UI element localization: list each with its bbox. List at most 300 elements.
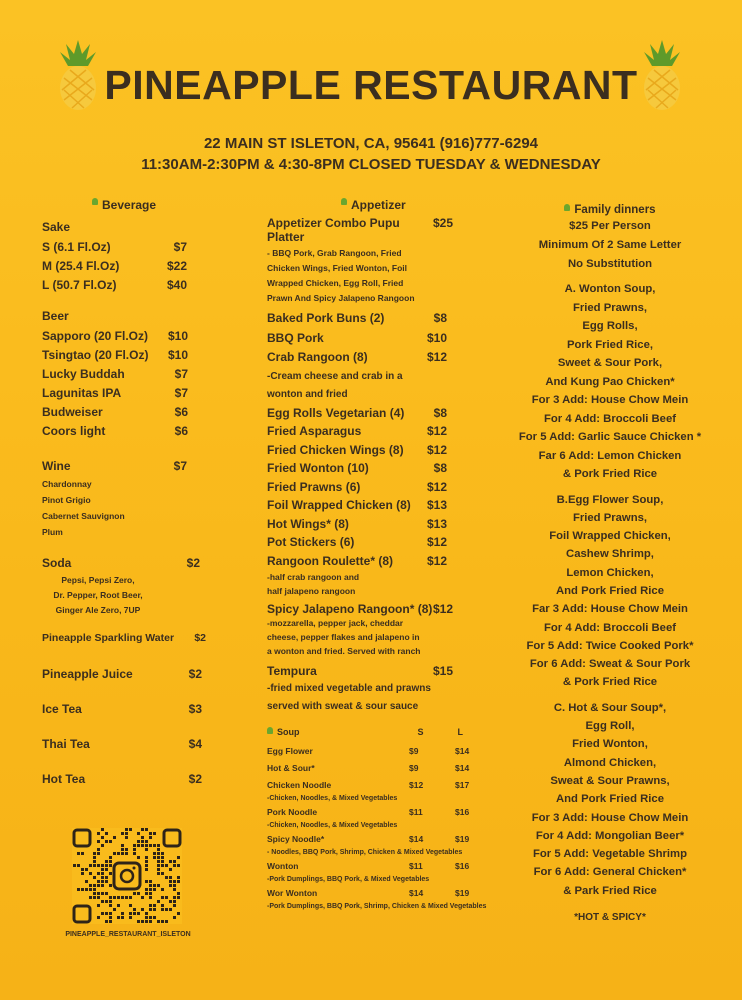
appetizer-item-name: Crab Rangoon (8)	[267, 350, 368, 364]
qr-module	[157, 872, 160, 875]
qr-module	[129, 828, 132, 831]
qr-module	[89, 896, 92, 899]
qr-module	[149, 904, 152, 907]
qr-module	[137, 856, 140, 859]
appetizer-item-price: $12	[426, 535, 447, 549]
qr-module	[145, 828, 148, 831]
appetizer-item-name: Fried Chicken Wings (8)	[267, 442, 404, 457]
leaf-icon	[92, 198, 98, 205]
qr-module	[93, 856, 96, 859]
qr-module	[161, 852, 164, 855]
spicy-description	[267, 616, 453, 658]
family-b-line: Foil Wrapped Chicken,	[549, 530, 671, 543]
qr-module	[153, 908, 156, 911]
beer-item-name: Coors light	[42, 424, 106, 438]
qr-module	[145, 912, 148, 915]
qr-module	[113, 908, 116, 911]
drink-row	[42, 737, 202, 772]
qr-module	[133, 852, 136, 855]
soup-name: Wor Wonton	[267, 888, 318, 898]
qr-module	[101, 836, 104, 839]
qr-module	[101, 872, 104, 875]
qr-module	[105, 912, 108, 915]
family-a-line: For 4 Add: Broccoli Beef	[543, 412, 677, 425]
qr-module	[77, 864, 80, 867]
beverage-column	[42, 198, 212, 807]
qr-module	[161, 864, 164, 867]
spicy-desc-line: cheese, pepper flakes and jalapeno in	[267, 632, 420, 642]
qr-module	[169, 880, 172, 883]
qr-module	[109, 884, 112, 887]
qr-module	[101, 844, 104, 847]
qr-module	[109, 840, 112, 843]
qr-module	[109, 896, 112, 899]
qr-module	[105, 900, 108, 903]
qr-module	[145, 840, 148, 843]
qr-module	[153, 888, 156, 891]
qr-module	[165, 908, 168, 911]
beer-item-price: $6	[174, 424, 188, 438]
qr-module	[137, 920, 140, 923]
sake-item-name: M (25.4 Fl.Oz)	[42, 259, 120, 273]
beer-item-name: Lucky Buddah	[42, 367, 125, 381]
leaf-icon	[267, 727, 273, 734]
qr-module	[137, 840, 140, 843]
size-s-header: S	[417, 727, 424, 737]
family-b-line: For 4 Add: Broccoli Beef	[543, 621, 677, 634]
qr-module	[133, 908, 136, 911]
qr-module	[177, 876, 180, 879]
qr-module	[145, 848, 148, 851]
qr-module	[137, 844, 140, 847]
appetizer-item-name: Rangoon Roulette* (8)	[267, 553, 393, 568]
qr-module	[101, 900, 104, 903]
soup-name: Spicy Noodle*	[267, 834, 325, 844]
leaf-icon	[564, 204, 570, 211]
qr-module	[93, 888, 96, 891]
qr-module	[93, 860, 96, 863]
qr-module	[105, 832, 108, 835]
qr-module	[129, 912, 132, 915]
beverage-heading-label: Beverage	[102, 198, 157, 212]
soup-name: Hot & Sour*	[267, 763, 315, 773]
soup-heading	[267, 727, 300, 737]
soup-prices	[409, 885, 471, 902]
qr-module	[105, 880, 108, 883]
qr-module	[169, 868, 172, 871]
soup-name: Egg Flower	[267, 746, 313, 756]
family-column	[510, 204, 710, 923]
qr-module	[101, 868, 104, 871]
soup-prices	[409, 858, 471, 875]
family-intro-line: $25 Per Person	[569, 220, 651, 232]
qr-module	[125, 832, 128, 835]
qr-module	[121, 832, 124, 835]
soup-price-l: $14	[455, 746, 470, 756]
beer-item-price: $10	[167, 329, 188, 343]
combo-price: $25	[432, 216, 453, 230]
soup-row	[267, 885, 471, 902]
beer-item-row	[42, 422, 188, 441]
crab-desc-line: wonton and fried	[267, 388, 348, 400]
qr-module	[161, 920, 164, 923]
soup-price-s: $11	[409, 861, 423, 871]
drink-row	[42, 772, 202, 807]
qr-module	[129, 916, 132, 919]
instagram-handle: PINEAPPLE_RESTAURANT_ISLETON	[65, 931, 191, 938]
combo-name: Appetizer Combo Pupu Platter	[267, 216, 400, 244]
family-a-line: & Pork Fried Rice	[562, 468, 658, 480]
combo-row	[267, 216, 453, 244]
soda-price: $2	[186, 556, 200, 570]
appetizer-item-price: $12	[426, 479, 447, 494]
qr-module	[133, 892, 136, 895]
qr-module	[153, 844, 156, 847]
drink-price: $2	[194, 632, 206, 644]
family-b-line: Lemon Chicken,	[566, 566, 654, 579]
appetizer-item-name: Fried Wonton (10)	[267, 461, 369, 475]
soda-list	[42, 573, 154, 618]
qr-module	[141, 844, 144, 847]
qr-module	[137, 892, 140, 895]
qr-module	[161, 908, 164, 911]
qr-module	[85, 868, 88, 871]
qr-module	[93, 896, 96, 899]
qr-module	[177, 880, 180, 883]
appetizer-item-row	[267, 404, 447, 423]
soup-prices	[409, 777, 471, 794]
soup-desc: - Noodles, BBQ Pork, Shrimp, Chicken & Mixed Vegetables	[267, 849, 463, 856]
qr-module	[93, 892, 96, 895]
other-drinks-list	[42, 632, 212, 807]
qr-module	[105, 892, 108, 895]
soup-prices	[409, 831, 471, 848]
qr-module	[157, 868, 160, 871]
roulette-desc-line: -half crab rangoon and	[267, 572, 360, 582]
soup-row	[267, 831, 471, 848]
qr-module	[157, 900, 160, 903]
qr-module	[133, 912, 136, 915]
family-b-line: & Pork Fried Rice	[562, 676, 658, 689]
qr-module	[109, 912, 112, 915]
qr-module	[97, 864, 100, 867]
beer-item-price: $7	[174, 386, 188, 400]
appetizer-item-row	[267, 422, 447, 441]
qr-module	[145, 920, 148, 923]
qr-module	[113, 836, 116, 839]
drink-price: $2	[188, 667, 202, 681]
qr-module	[149, 920, 152, 923]
soup-desc: -Chicken, Noodles, & Mixed Vegetables	[267, 822, 398, 829]
qr-module	[161, 904, 164, 907]
qr-module	[141, 828, 144, 831]
qr-module	[81, 888, 84, 891]
size-l-header: L	[457, 727, 463, 737]
qr-module	[169, 908, 172, 911]
qr-module	[169, 884, 172, 887]
family-b-line: Cashew Shrimp,	[566, 548, 654, 561]
family-b-line: And Pork Fried Rice	[556, 584, 664, 597]
qr-module	[101, 884, 104, 887]
qr-module	[145, 868, 148, 871]
qr-module	[93, 852, 96, 855]
beer-item-price: $6	[174, 405, 188, 419]
soup-row	[267, 743, 471, 760]
family-a-line: For 3 Add: House Chow Mein	[531, 394, 689, 406]
family-c-line: For 6 Add: General Chicken*	[533, 866, 687, 879]
soup-list	[267, 743, 487, 912]
qr-module	[145, 916, 148, 919]
qr-module	[81, 852, 84, 855]
appetizer-item-name: BBQ Pork	[267, 330, 324, 345]
tempura-name: Tempura	[267, 664, 317, 678]
sake-item-row	[42, 238, 187, 257]
qr-module	[89, 872, 92, 875]
soup-price-l: $16	[455, 807, 470, 817]
qr-module	[169, 876, 172, 879]
combo-desc-line: Wrapped Chicken, Egg Roll, Fried	[267, 278, 404, 288]
tempura-desc-line: served with sweat & sour sauce	[267, 701, 419, 712]
qr-module	[81, 872, 84, 875]
soup-desc: -Chicken, Noodles, & Mixed Vegetables	[267, 795, 398, 802]
qr-module	[161, 860, 164, 863]
qr-module	[157, 860, 160, 863]
qr-module	[141, 896, 144, 899]
qr-module	[109, 920, 112, 923]
qr-module	[89, 864, 92, 867]
drink-price: $2	[188, 772, 202, 786]
qr-module	[77, 888, 80, 891]
family-c-line: For 3 Add: House Chow Mein	[531, 811, 689, 824]
qr-module	[173, 860, 176, 863]
appetizer-item-price: $12	[426, 442, 447, 457]
qr-module	[133, 848, 136, 851]
qr-module	[105, 876, 108, 879]
sake-item-name: L (50.7 Fl.Oz)	[42, 278, 117, 292]
qr-module	[121, 896, 124, 899]
tempura-row	[267, 664, 453, 678]
qr-module	[105, 920, 108, 923]
family-c-line: Egg Roll,	[585, 720, 635, 733]
soup-heading-label: Soup	[277, 727, 300, 737]
qr-module	[89, 884, 92, 887]
sake-item-row	[42, 276, 187, 295]
beer-list	[42, 327, 212, 441]
qr-module	[145, 864, 148, 867]
qr-module	[161, 872, 164, 875]
qr-module	[133, 844, 136, 847]
family-b-line: B.Egg Flower Soup,	[556, 493, 664, 506]
drink-price: $3	[188, 702, 202, 716]
qr-module	[173, 884, 176, 887]
qr-module	[117, 904, 120, 907]
hot-spicy-note: *HOT & SPICY*	[574, 912, 646, 924]
soup-size-headers	[417, 727, 463, 737]
qr-module	[173, 864, 176, 867]
qr-module	[157, 844, 160, 847]
qr-module	[145, 888, 148, 891]
qr-module	[161, 896, 164, 899]
qr-module	[153, 916, 156, 919]
qr-module	[153, 832, 156, 835]
instagram-icon	[114, 863, 140, 889]
qr-module	[141, 836, 144, 839]
roulette-description	[267, 570, 453, 598]
pineapple-icon	[56, 38, 100, 112]
appetizer-item-row	[267, 459, 447, 478]
soup-section	[267, 727, 487, 912]
qr-module	[93, 864, 96, 867]
qr-module	[165, 920, 168, 923]
soup-price-l: $16	[455, 861, 470, 871]
wine-type: Cabernet Sauvignon	[42, 511, 125, 521]
appetizer-item-row	[267, 329, 447, 349]
family-a-line: And Kung Pao Chicken*	[545, 375, 675, 388]
qr-module	[97, 848, 100, 851]
family-a-line: A. Wonton Soup,	[564, 283, 656, 295]
soup-price-l: $17	[455, 780, 470, 790]
soup-price-l: $19	[455, 888, 470, 898]
qr-module	[153, 852, 156, 855]
qr-module	[121, 912, 124, 915]
qr-module	[125, 828, 128, 831]
qr-module	[153, 884, 156, 887]
roulette-desc-line: half jalapeno rangoon	[267, 586, 356, 596]
qr-module	[121, 844, 124, 847]
drink-name: Pineapple Juice	[42, 667, 133, 681]
beer-item-name: Tsingtao (20 Fl.Oz)	[42, 348, 149, 362]
soup-price-s: $14	[409, 834, 424, 844]
qr-module	[97, 832, 100, 835]
qr-module	[161, 856, 164, 859]
combo-desc-line: - BBQ Pork, Grab Rangoon, Fried	[267, 248, 402, 258]
soup-price-l: $14	[455, 763, 470, 773]
drink-row	[42, 632, 206, 667]
qr-module	[165, 876, 168, 879]
qr-module	[129, 904, 132, 907]
qr-code[interactable]	[72, 828, 182, 924]
family-a-line: Fried Prawns,	[572, 301, 648, 314]
drink-name: Ice Tea	[42, 702, 82, 716]
wine-list	[42, 476, 212, 540]
spicy-name: Spicy Jalapeno Rangoon* (8)	[267, 602, 433, 616]
tempura-price: $15	[432, 664, 453, 678]
wine-type: Plum	[42, 527, 63, 537]
qr-module	[177, 856, 180, 859]
appetizer-item-row	[267, 309, 447, 329]
qr-module	[101, 912, 104, 915]
family-b-line: For 6 Add: Sweat & Sour Pork	[529, 658, 691, 671]
qr-module	[161, 888, 164, 891]
qr-module	[141, 920, 144, 923]
family-c-line: For 5 Add: Vegetable Shrimp	[533, 848, 687, 861]
soup-price-l: $19	[455, 834, 470, 844]
soup-prices	[409, 743, 471, 760]
spicy-desc-line: a wonton and fried. Served with ranch	[267, 646, 421, 656]
qr-module	[169, 860, 172, 863]
beer-item-price: $7	[174, 367, 188, 381]
appetizer-heading-label: Appetizer	[351, 198, 406, 212]
family-a-line: Pork Fried Rice,	[566, 338, 653, 351]
hours-line: 11:30AM-2:30PM & 4:30-8PM CLOSED TUESDAY & WEDNESDAY	[141, 156, 601, 173]
soda-row	[42, 556, 200, 570]
appetizer-heading	[341, 198, 453, 212]
soup-row	[267, 804, 471, 821]
drink-name: Hot Tea	[42, 772, 86, 786]
soup-price-s: $11	[409, 807, 423, 817]
family-a-line: For 5 Add: Garlic Sauce Chicken *	[518, 431, 702, 443]
appetizer-item-row	[267, 552, 447, 571]
qr-module	[125, 836, 128, 839]
family-intro-line: Minimum Of 2 Same Letter	[538, 239, 682, 251]
beer-item-price: $10	[167, 348, 188, 362]
qr-module	[97, 892, 100, 895]
soup-name: Pork Noodle	[267, 807, 318, 817]
qr-module	[77, 852, 80, 855]
appetizer-list-b	[267, 404, 453, 571]
tempura-description	[267, 680, 453, 716]
soup-price-s: $9	[409, 746, 419, 756]
family-c-line: C. Hot & Sour Soup*,	[553, 701, 667, 714]
sake-item-price: $22	[166, 259, 187, 273]
qr-module	[149, 896, 152, 899]
beer-item-row	[42, 384, 188, 403]
qr-module	[137, 912, 140, 915]
appetizer-item-price: $8	[433, 311, 447, 325]
qr-module	[149, 884, 152, 887]
qr-module	[109, 900, 112, 903]
qr-module	[89, 888, 92, 891]
beer-label: Beer	[42, 309, 69, 323]
qr-module	[125, 896, 128, 899]
spicy-desc-line: -mozzarella, pepper jack, cheddar	[267, 618, 404, 628]
soup-row	[267, 760, 471, 777]
soup-row	[267, 777, 471, 794]
qr-module	[97, 916, 100, 919]
qr-module	[149, 844, 152, 847]
qr-module	[165, 864, 168, 867]
qr-module	[85, 888, 88, 891]
appetizer-item-name: Hot Wings* (8)	[267, 516, 349, 531]
appetizer-item-row	[267, 478, 447, 497]
appetizer-column	[267, 198, 453, 716]
qr-module	[153, 904, 156, 907]
qr-module	[157, 920, 160, 923]
qr-module	[165, 896, 168, 899]
sake-item-name: S (6.1 Fl.Oz)	[42, 240, 111, 254]
appetizer-item-row	[267, 496, 447, 515]
sake-label: Sake	[42, 220, 71, 234]
qr-module	[173, 880, 176, 883]
qr-module	[157, 852, 160, 855]
qr-module	[173, 888, 176, 891]
combo-desc-line: Chicken Wings, Fried Wonton, Foil	[267, 263, 408, 273]
qr-module	[177, 896, 180, 899]
beer-item-name: Sapporo (20 Fl.Oz)	[42, 329, 149, 343]
qr-module	[97, 904, 100, 907]
qr-module	[105, 840, 108, 843]
qr-module	[97, 896, 100, 899]
qr-module	[109, 856, 112, 859]
family-b-line: Fried Prawns,	[572, 511, 648, 524]
qr-module	[169, 900, 172, 903]
qr-module	[93, 876, 96, 879]
family-b-line: For 5 Add: Twice Cooked Pork*	[526, 639, 694, 652]
beer-item-name: Budweiser	[42, 405, 103, 419]
family-c-line: And Pork Fried Rice	[556, 793, 664, 806]
crab-description	[267, 368, 453, 404]
soup-name: Wonton	[267, 861, 299, 871]
